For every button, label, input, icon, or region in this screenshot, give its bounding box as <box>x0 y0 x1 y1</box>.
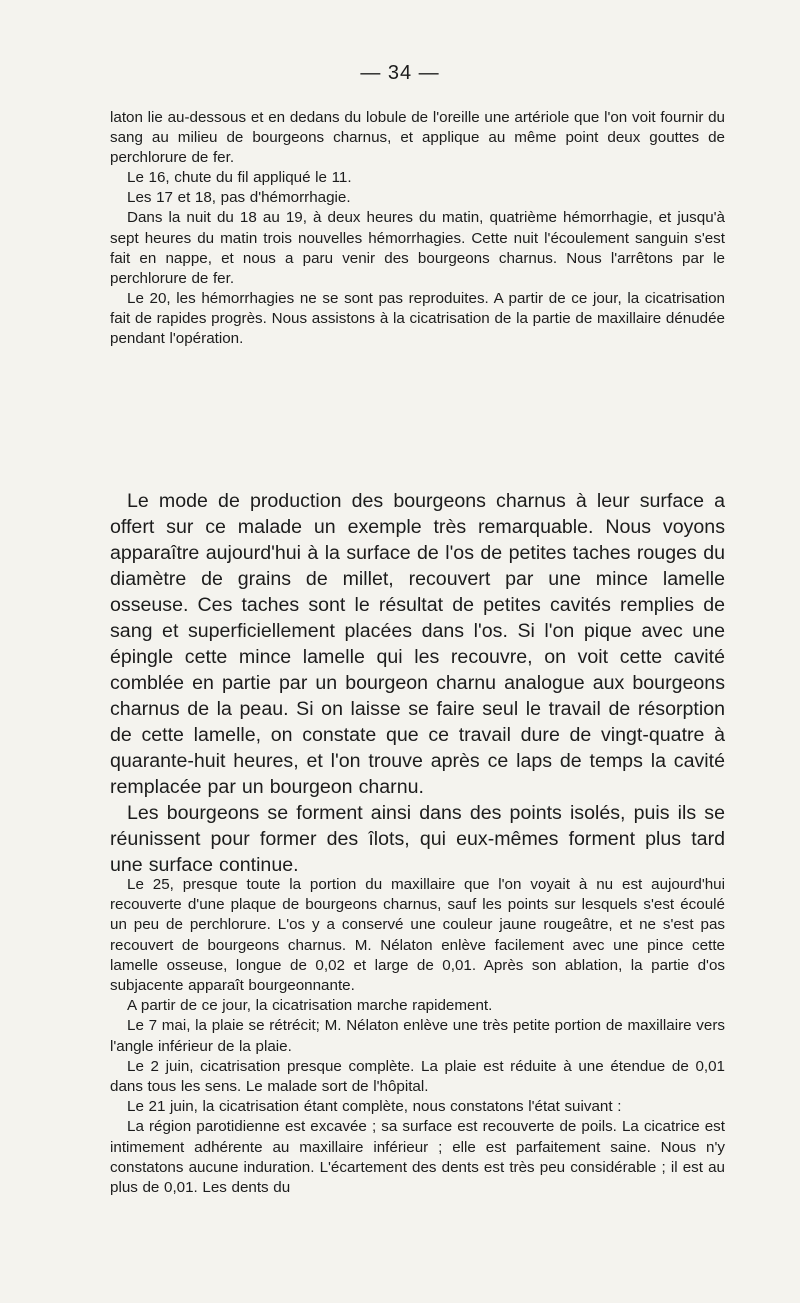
paragraph: laton lie au-dessous et en dedans du lobule de l'oreille une artériole que l'on voit fournir du sang au milieu de bourgeons charnus, et applique au même point deux gouttes de perchlorure de fer. <box>110 109 725 167</box>
page-number: — 34 — <box>360 62 440 84</box>
commentary-text <box>110 488 725 878</box>
paragraph: Le mode de production des bourgeons charnus à leur surface a offert sur ce malade un exemple très remarquable. Nous voyons apparaître aujourd'hui à la surface de l'os de petites taches rouges du diamètre de grains de millet, recouvert par une mince lamelle osseuse. Ces taches sont le résultat de petites cavités remplies de sang et superficiellement placées dans l'os. Si l'on pique avec une épingle cette mince lamelle qui les recouvre, on voit cette cavité comblée en partie par un bourgeon charnu analogue aux bourgeons charnus de la peau. Si on laisse se faire seul le travail de résorption de cette lamelle, on constate que ce travail dure de vingt-quatre à quarante-huit heures, et l'on trouve après ce laps de temps la cavité remplacée par un bourgeon charnu. <box>110 490 725 798</box>
paragraph: La région parotidienne est excavée ; sa surface est recouverte de poils. La cicatrice est intimement adhérente au maxillaire inférieur ; elle est parfaitement saine. Nous n'y constatons aucune induration. L'écartement des dents est très peu considérable ; il est au plus de 0,01. Les dents du <box>110 1118 725 1197</box>
paragraph: Les bourgeons se forment ainsi dans des points isolés, puis ils se réunissent pour former des îlots, qui eux-mêmes forment plus tard une surface continue. <box>110 802 725 876</box>
observation-text-upper <box>110 108 725 349</box>
paragraph: Le 20, les hémorrhagies ne se sont pas reproduites. A partir de ce jour, la cicatrisation fait de rapides progrès. Nous assistons à la cicatrisation de la partie de maxillaire dénudée pendant l'opération. <box>110 289 725 348</box>
paragraph: Le 16, chute du fil appliqué le 11. <box>127 169 352 187</box>
paragraph: Le 2 juin, cicatrisation presque complète. La plaie est réduite à une étendue de 0,01 dans tous les sens. Le malade sort de l'hôpital. <box>110 1057 725 1096</box>
observation-text-lower <box>110 875 725 1198</box>
paragraph: A partir de ce jour, la cicatrisation marche rapidement. <box>127 997 493 1015</box>
paragraph: Dans la nuit du 18 au 19, à deux heures du matin, quatrième hémorrhagie, et jusqu'à sept heures du matin trois nouvelles hémorrhagies. Cette nuit l'écoulement sanguin s'est fait en nappe, et nous a paru venir des bourgeons charnus. Nous l'arrêtons par le perchlorure de fer. <box>110 209 725 287</box>
paragraph: Les 17 et 18, pas d'hémorrhagie. <box>127 189 351 207</box>
paragraph: Le 7 mai, la plaie se rétrécit; M. Nélaton enlève une très petite portion de maxillaire vers l'angle inférieur de la plaie. <box>110 1017 725 1055</box>
paragraph: Le 21 juin, la cicatrisation étant complète, nous constatons l'état suivant : <box>127 1098 622 1116</box>
paragraph: Le 25, presque toute la portion du maxillaire que l'on voyait à nu est aujourd'hui recouverte d'une plaque de bourgeons charnus, sauf les points sur lesquels s'est écoulé un peu de perchlorure. L'os y a conservé une couleur jaune rougeâtre, et ne s'est pas recouvert de bourgeons charnus. M. Nélaton enlève facilement avec une pince cette lamelle osseuse, longue de 0,02 et large de 0,01. Après son ablation, la partie d'os subjacente apparaît bourgeonnante. <box>110 876 725 995</box>
